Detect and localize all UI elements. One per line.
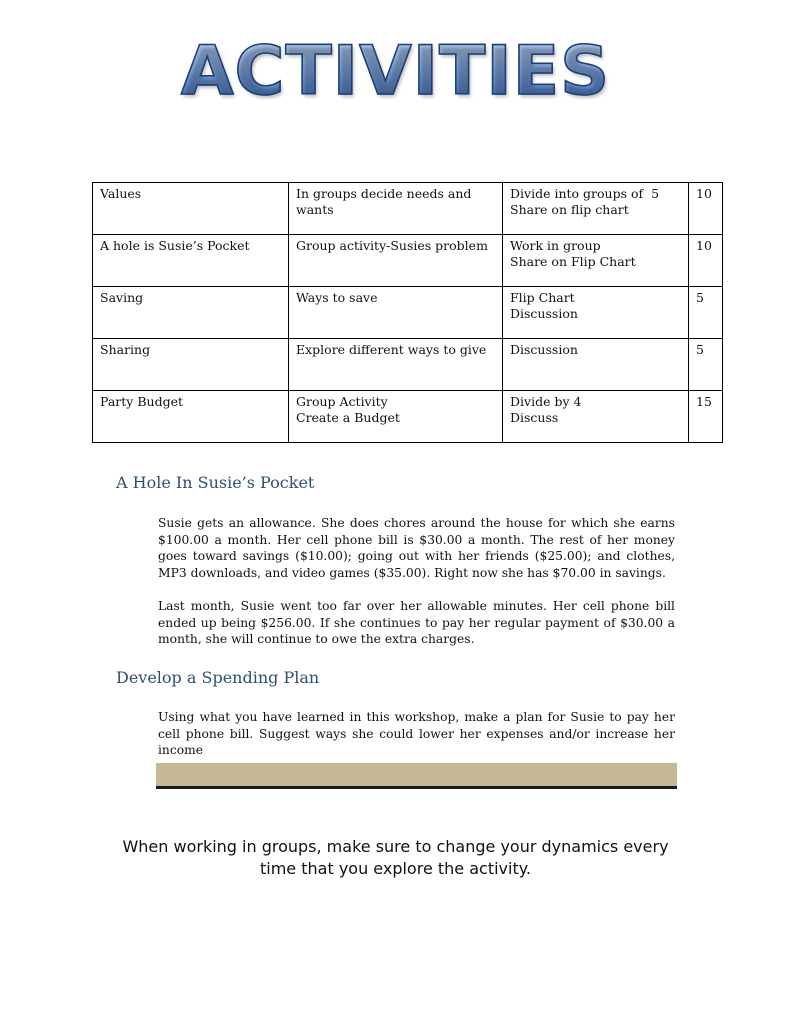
cell-line: Group Activity <box>296 394 388 409</box>
activity-name: Values <box>93 183 289 235</box>
section-heading-susies-pocket: A Hole In Susie’s Pocket <box>116 473 315 492</box>
section-heading-spending-plan: Develop a Spending Plan <box>116 668 320 687</box>
activity-name: Party Budget <box>93 391 289 443</box>
activity-method <box>503 287 689 339</box>
cell-line: Create a Budget <box>296 410 400 425</box>
cell-line: Ways to save <box>296 290 378 305</box>
activity-minutes: 10 <box>689 183 723 235</box>
page-title: ACTIVITIES <box>180 32 611 111</box>
cell-line: Work in group <box>510 238 601 253</box>
activity-name: Sharing <box>93 339 289 391</box>
table-row <box>93 235 723 287</box>
table-row <box>93 183 723 235</box>
activity-name: Saving <box>93 287 289 339</box>
table-row <box>93 391 723 443</box>
activity-method <box>503 235 689 287</box>
activities-table <box>92 182 723 443</box>
cell-line: Discuss <box>510 410 559 425</box>
activity-description <box>289 339 503 391</box>
instructions-paragraph: Using what you have learned in this workshop, make a plan for Susie to pay her cell phone bill. Suggest ways she could lower her expenses and/or increase her income <box>158 710 675 757</box>
divider-bar <box>156 763 677 787</box>
cell-line: In groups decide needs and <box>296 186 472 201</box>
table-row <box>93 339 723 391</box>
cell-line: Flip Chart <box>510 290 575 305</box>
activity-minutes: 5 <box>689 287 723 339</box>
activity-description <box>289 235 503 287</box>
cell-line: Share on Flip Chart <box>510 254 636 269</box>
activity-description <box>289 287 503 339</box>
activity-method <box>503 339 689 391</box>
cell-line: Share on flip chart <box>510 202 629 217</box>
story-paragraph: Last month, Susie went too far over her allowable minutes. Her cell phone bill ended up being $256.00. If she continues to pay her regular payment of $30.00 a month, she will continue to owe the extra charges. <box>158 599 675 646</box>
activity-method <box>503 391 689 443</box>
title-area <box>0 32 791 111</box>
footer-note <box>100 836 691 880</box>
activity-method <box>503 183 689 235</box>
story-paragraph: Susie gets an allowance. She does chores around the house for which she earns $100.00 a month. Her cell phone bill is $30.00 a month. The rest of her money goes toward savings ($10.00); going out with her friends ($25.00); and clothes, MP3 downloads, and video games ($35.00). Right now she has $70.00 in savings. <box>158 516 675 580</box>
activity-minutes: 10 <box>689 235 723 287</box>
footer-line: When working in groups, make sure to change your dynamics every <box>122 837 669 856</box>
activity-name: A hole is Susie’s Pocket <box>93 235 289 287</box>
activity-minutes: 15 <box>689 391 723 443</box>
activity-description <box>289 183 503 235</box>
cell-line: Discussion <box>510 342 578 357</box>
cell-line: Group activity-Susies problem <box>296 238 488 253</box>
cell-line: Divide into groups of 5 <box>510 186 660 201</box>
table-row <box>93 287 723 339</box>
activity-description <box>289 391 503 443</box>
cell-line: Discussion <box>510 306 578 321</box>
cell-line: Explore different ways to give <box>296 342 487 357</box>
activity-minutes: 5 <box>689 339 723 391</box>
footer-line: time that you explore the activity. <box>260 859 531 878</box>
divider-rule <box>156 786 677 789</box>
cell-line: Divide by 4 <box>510 394 582 409</box>
cell-line: wants <box>296 202 334 217</box>
